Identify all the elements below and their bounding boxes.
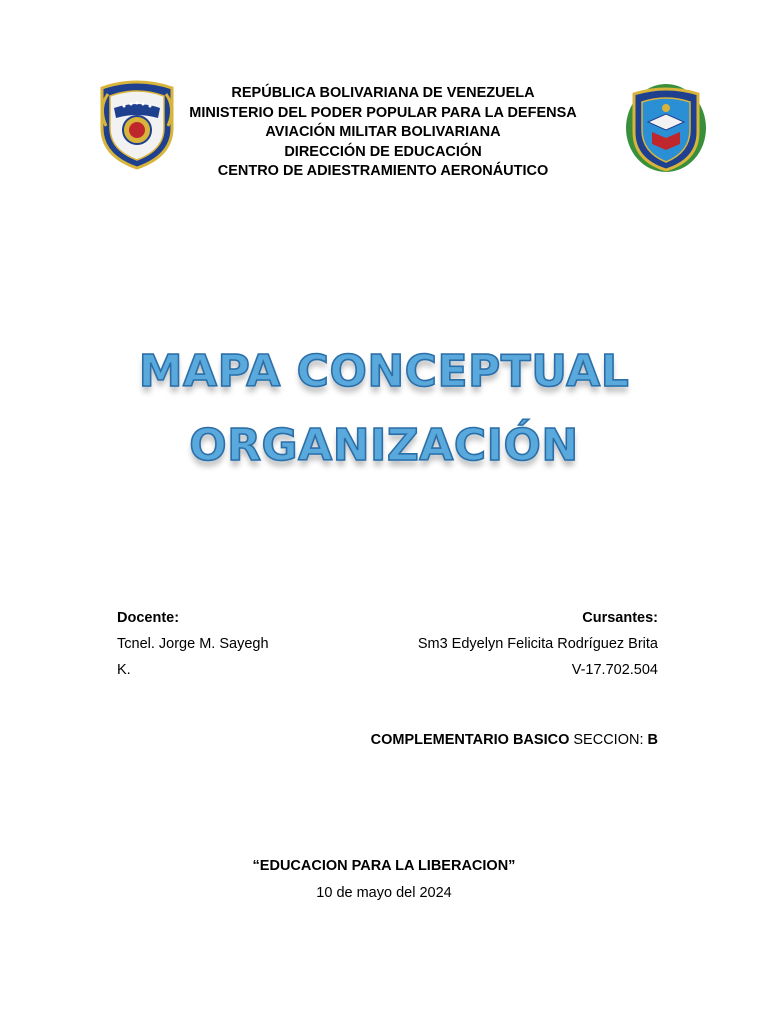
section-label: SECCION: xyxy=(573,732,644,748)
document-date: 10 de mayo del 2024 xyxy=(316,885,452,901)
institution-header xyxy=(150,84,616,182)
header-line-direction: DIRECCIÓN DE EDUCACIÓN xyxy=(284,143,482,160)
docente-name-line1: Tcnel. Jorge M. Sayegh xyxy=(117,636,269,652)
document-title-line2: ORGANIZACIÓN xyxy=(189,420,579,471)
cursantes-label: Cursantes: xyxy=(582,610,658,626)
header-line-center: CENTRO DE ADIESTRAMIENTO AERONÁUTICO xyxy=(217,163,549,179)
section-value: B xyxy=(647,732,658,748)
docente-label: Docente: xyxy=(117,610,180,626)
course-section-line xyxy=(371,732,658,748)
course-name: COMPLEMENTARIO BASICO xyxy=(370,732,570,748)
header-line-ministry: MINISTERIO DEL PODER POPULAR PARA LA DEFENSA xyxy=(189,104,577,121)
education-center-shield-emblem xyxy=(622,80,710,174)
cursante-name: Sm3 Edyelyn Felicita Rodríguez Brita xyxy=(417,636,658,652)
cursante-id: V-17.702.504 xyxy=(571,662,658,678)
docente-column xyxy=(117,605,297,683)
motto: “EDUCACION PARA LA LIBERACION” xyxy=(252,858,516,874)
cursantes-column xyxy=(358,605,658,683)
docente-name-line2: K. xyxy=(117,662,131,678)
header-line-republic: REPÚBLICA BOLIVARIANA DE VENEZUELA xyxy=(231,85,535,101)
header-line-aviation: AVIACIÓN MILITAR BOLIVARIANA xyxy=(265,124,501,140)
document-title-line1: MAPA CONCEPTUAL xyxy=(138,346,630,397)
